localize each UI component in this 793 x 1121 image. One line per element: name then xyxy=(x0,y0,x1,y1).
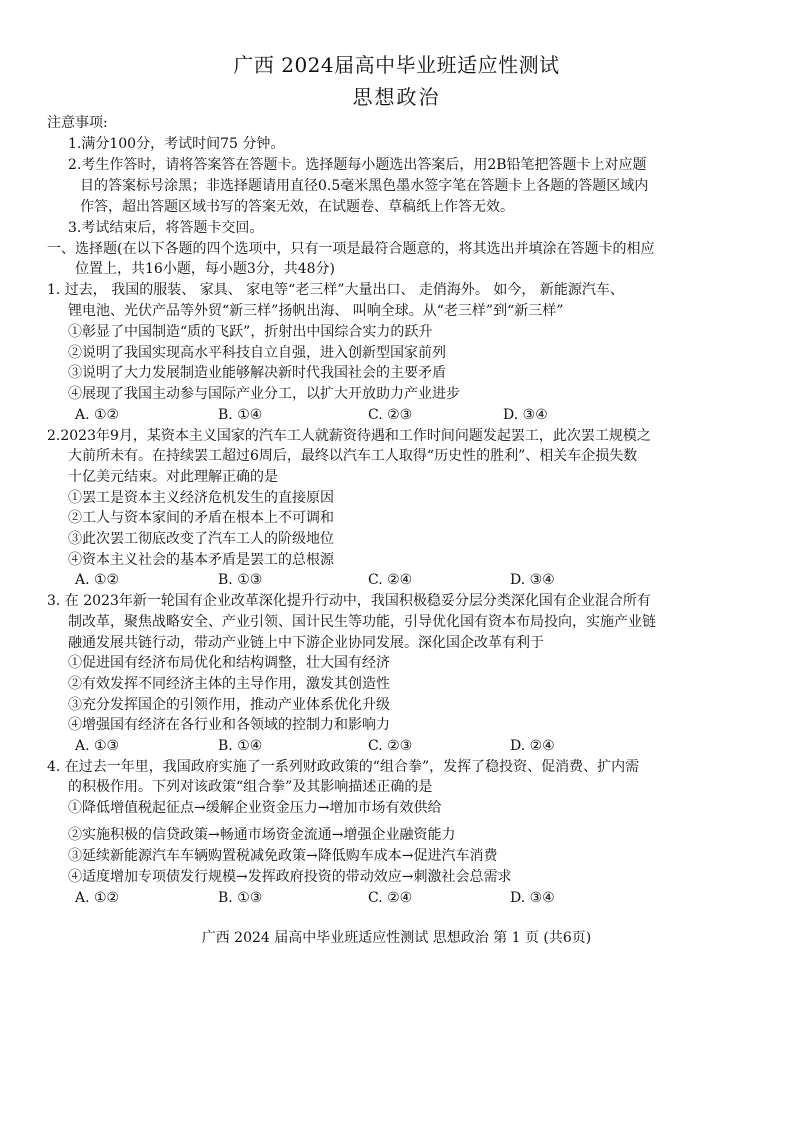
q4-statement-4: ④适度增加专项债发行规模→发挥政府投资的带动效应→刺激社会总需求 xyxy=(68,869,512,885)
q4-option-a: A. ①② xyxy=(75,890,120,906)
q1-stem-line-2: 锂电池、光伏产品等外贸“新三样”扬帆出海、 叫响全球。从“老三样”到“新三样” xyxy=(68,303,564,319)
q3-option-b: B. ①④ xyxy=(218,738,263,754)
q1-statement-2: ②说明了我国实现高水平科技自立自强，进入创新型国家前列 xyxy=(68,345,446,361)
q4-statement-3: ③延续新能源汽车车辆购置税减免政策→降低购车成本→促进汽车消费 xyxy=(68,848,498,864)
section-heading-line-1: 一、选择题(在以下各题的四个选项中，只有一项是最符合题意的，将其选出并填涂在答题卡的相应 xyxy=(47,241,655,257)
q1-option-d: D. ③④ xyxy=(503,407,548,423)
q1-stem-line-1: 1. 过去， 我国的服装、 家具、 家电等“老三样”大量出口、 走俏海外。 如今， 新能源汽车、 xyxy=(47,282,624,298)
q3-option-c: C. ②③ xyxy=(368,738,413,754)
q1-statement-3: ③说明了大力发展制造业能够解决新时代我国社会的主要矛盾 xyxy=(68,365,446,381)
notice-item-2-line-3: 作答，超出答题区域书写的答案无效，在试题卷、草稿纸上作答无效。 xyxy=(80,199,514,215)
q3-statement-2: ②有效发挥不同经济主体的主导作用，激发其创造性 xyxy=(68,676,390,692)
q1-option-a: A. ①② xyxy=(75,407,120,423)
q2-option-c: C. ②④ xyxy=(368,572,413,588)
section-heading-line-2: 位置上，共16小题，每小题3分，共48分) xyxy=(75,261,335,277)
q3-stem-line-2: 制改革，聚焦战略安全、产业引领、国计民生等功能，引导优化国有资本布局投向，实施产业链 xyxy=(68,614,656,630)
notice-heading: 注意事项: xyxy=(47,115,108,131)
q4-statement-2: ②实施积极的信贷政策→畅通市场资金流通→增强企业融资能力 xyxy=(68,827,456,843)
q4-option-d: D. ③④ xyxy=(510,890,555,906)
q1-statement-1: ①彰显了中国制造“质的飞跃”，折射出中国综合实力的跃升 xyxy=(68,324,433,340)
q1-option-b: B. ①④ xyxy=(218,407,263,423)
q2-statement-1: ①罢工是资本主义经济危机发生的直接原因 xyxy=(68,490,334,506)
q3-statement-1: ①促进国有经济布局优化和结构调整，壮大国有经济 xyxy=(68,655,390,671)
q3-statement-4: ④增强国有经济在各行业和各领域的控制力和影响力 xyxy=(68,717,390,733)
q1-statement-4: ④展现了我国主动参与国际产业分工，以扩大开放助力产业进步 xyxy=(68,386,460,402)
q2-statement-2: ②工人与资本家间的矛盾在根本上不可调和 xyxy=(68,510,334,526)
q1-option-c: C. ②③ xyxy=(368,407,413,423)
q3-option-a: A. ①③ xyxy=(75,738,120,754)
page-footer: 广西 2024 届高中毕业班适应性测试 思想政治 第 1 页 (共6页) xyxy=(201,930,592,946)
q2-statement-4: ④资本主义社会的基本矛盾是罢工的总根源 xyxy=(68,552,334,568)
q4-option-b: B. ①③ xyxy=(218,890,263,906)
q4-option-c: C. ②④ xyxy=(368,890,413,906)
q2-option-a: A. ①② xyxy=(75,572,120,588)
q4-stem-line-1: 4. 在过去一年里，我国政府实施了一系列财政政策的“组合拳”，发挥了稳投资、促消费、扩内需 xyxy=(47,759,640,775)
q2-statement-3: ③此次罢工彻底改变了汽车工人的阶级地位 xyxy=(68,531,334,547)
notice-item-3: 3.考试结束后，将答题卡交回。 xyxy=(68,220,264,236)
notice-item-2-line-1: 2.考生作答时，请将答案答在答题卡。选择题每小题选出答案后，用2B铅笔把答题卡上对应题 xyxy=(68,157,647,173)
q2-option-b: B. ①③ xyxy=(218,572,263,588)
q3-option-d: D. ②④ xyxy=(510,738,555,754)
q3-statement-3: ③充分发挥国企的引领作用，推动产业体系优化升级 xyxy=(68,697,390,713)
q2-option-d: D. ③④ xyxy=(510,572,555,588)
q2-stem-line-3: 十亿美元结束。对此理解正确的是 xyxy=(68,469,278,485)
notice-item-1: 1.满分100分，考试时间75 分钟。 xyxy=(68,136,285,152)
q3-stem-line-3: 融通发展共链行动，带动产业链上中下游企业协同发展。深化国企改革有利于 xyxy=(68,635,544,651)
notice-item-2-line-2: 目的答案标号涂黑；非选择题请用直径0.5毫米黑色墨水签字笔在答题卡上各题的答题区域内 xyxy=(80,178,649,194)
q4-statement-1: ①降低增值税起征点→缓解企业资金压力→增加市场有效供给 xyxy=(68,800,442,816)
q3-stem-line-1: 3. 在 2023年新一轮国有企业改革深化提升行动中，我国积极稳妥分层分类深化国有企业混合所有 xyxy=(47,593,651,609)
q4-stem-line-2: 的积极作用。下列对该政策“组合拳”及其影响描述正确的是 xyxy=(68,779,433,795)
exam-subject: 思想政治 xyxy=(352,85,441,109)
q2-stem-line-2: 大前所未有。在持续罢工超过6周后，最终以汽车工人取得“历史性的胜利”、相关车企损失数 xyxy=(68,448,638,464)
q2-stem-line-1: 2.2023年9月，某资本主义国家的汽车工人就薪资待遇和工作时间问题发起罢工，此次罢工规模之 xyxy=(47,428,651,444)
exam-title: 广西 2024届高中毕业班适应性测试 xyxy=(233,53,560,77)
